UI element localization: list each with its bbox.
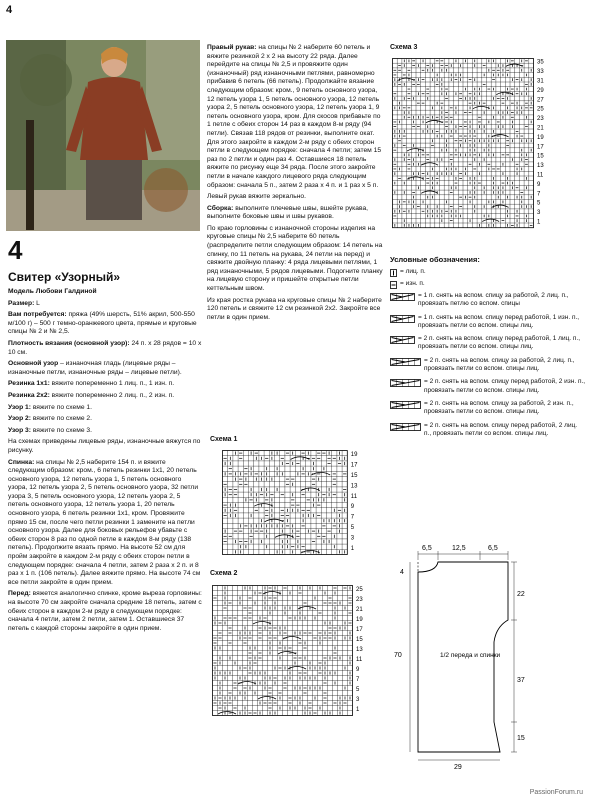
model-photo-illustration [6,40,200,231]
instruction-heading: Сборка: [207,204,234,212]
instruction-text: вяжите по схеме 1. [30,403,92,411]
pattern-dimension: 6,5 [422,545,432,552]
instruction-paragraph [8,438,202,455]
pattern-dimension: 29 [454,764,462,770]
cable-2-2-back-symbol [390,358,421,366]
scheme-3-label: Схема 3 [390,44,418,51]
instruction-text: Из края ростка рукава на круговые спицы № 2 наберите 120 петель и свяжите 12 см резинкой 2х2. Закройте все петли в один прием. [207,296,382,321]
instruction-heading: Вам потребуется: [8,311,67,319]
instruction-heading: Узор 1: [8,403,31,411]
legend-item [390,280,586,289]
instructions-column-2 [207,44,383,325]
instructions-text [8,288,202,633]
row-number: 3 [356,697,360,703]
instruction-text: L [34,299,40,307]
instruction-paragraph [8,392,202,401]
scheme-cells [393,59,534,228]
instruction-heading: Резинка 2х2: [8,391,50,399]
scheme-1-label: Схема 1 [210,436,238,443]
instruction-paragraph [8,415,202,424]
scheme-2-label: Схема 2 [210,570,238,577]
instruction-heading: Спинка: [8,458,35,466]
cable-2-2-back-purl-symbol [390,401,421,409]
instruction-text: вяжите по схеме 2. [30,415,92,423]
scheme-2-chart [212,585,377,725]
row-number: 17 [537,144,544,151]
row-number: 1 [356,707,360,713]
garment-pattern [390,540,580,775]
row-number: 23 [356,597,363,603]
row-number: 5 [350,525,355,531]
footer-watermark: PassionForum.ru [529,789,583,796]
scheme-cells [223,451,348,555]
scheme-3-grid [392,58,552,238]
scheme-1-chart [222,450,362,565]
instruction-heading: Перед: [8,590,31,598]
cable-1-2-back-symbol [390,293,415,301]
legend-item [390,400,586,417]
row-number: 13 [356,647,363,653]
scheme-2-grid [212,585,377,720]
garment-pattern-drawing [390,540,580,770]
pattern-number: 4 [8,235,23,265]
instruction-paragraph [207,44,383,190]
legend-item [390,422,586,439]
instruction-paragraph [8,288,202,297]
row-number: 7 [356,677,360,683]
pattern-dimension: 4 [400,569,404,576]
legend-item [390,335,586,352]
instruction-heading: Правый рукав: [207,44,257,51]
cable-1-2-front-symbol [390,336,415,344]
instruction-text: – изнаночная гладь (лицевые ряды – изнаночные петли, изнаночные ряды – лицевые петли). [8,360,182,376]
row-number: 7 [350,514,355,521]
model-photo [6,40,200,231]
pattern-dimension: 12,5 [452,545,466,552]
pattern-dimension: 37 [517,677,525,684]
row-number: 7 [537,191,541,198]
legend-items [390,268,586,438]
instruction-text: выполните плечевые швы, вшейте рукава, выполните боковые швы и швы рукавов. [207,204,369,221]
instruction-text: на спицы № 2 наберите 60 петель и вяжите резинкой 2 х 2 на высоту 22 ряда. Далее перейдите на спицы № 2,5 и провяжите один (изнаночный) ряд изнаночными петлями, равномерно прибавив 6 петель (66 петель). Продолжайте вязание следующим образом: кром., 9 петель основного узора, 12 петель узора 1, 5 петель основного узора, 12 петель узора 2, 5 петель основного узора, 12 петель узора 1, 9 петель основного узора, кром. Для скосов прибавьте по 1 петле с обеих сторон 14 раз в каждом 8-м ряду (94 петли). Связав 118 рядов от резинки, выполните окат. Для этого закройте в каждом 2-м ряду с обеих сторон петли в следующем порядке: сначала 4 петли; затем 15 раз по 2 петли и один раз 4. Оставшиеся 18 петель вяжите по рисунку еще 34 ряда. После этого закройте петли в начале каждого лицевого ряда следующим образом: сначала 5 п., затем 2 раза х 4 п. и 1 раз х 5 п. [207,44,382,189]
row-number: 9 [356,667,360,673]
row-number: 19 [356,617,363,623]
row-numbers [351,452,358,552]
row-number: 11 [356,657,363,663]
instruction-paragraph [8,380,202,389]
pattern-label: 1/2 переда и спинки [440,652,501,659]
instruction-paragraph [8,340,202,357]
article-title: Свитер «Узорный» [8,270,121,284]
instruction-paragraph [8,459,202,588]
row-number: 1 [350,545,355,552]
instruction-text: вяжите попеременно 2 лиц. п., 2 изн. п. [49,391,175,399]
legend [390,255,586,443]
legend-text: = 1 п. снять на вспом. спицу перед работой, 1 изн. п., провязать петли со вспом. спицы лиц. [418,313,580,329]
row-number: 21 [356,607,363,613]
cable-2-2-front-purl-symbol [390,379,421,387]
instruction-paragraph [207,205,383,222]
instruction-text: На схемах приведены лицевые ряды, изнаночные вяжутся по рисунку. [8,438,201,454]
instruction-paragraph [8,311,202,337]
legend-item [390,378,586,395]
pattern-dimension: 22 [517,591,525,598]
row-number: 21 [537,125,544,132]
instruction-heading: Модель Любови Галдиной [8,288,97,295]
legend-text: = 2 п. снять на вспом. спицу за работой, 2 лиц. п., провязать петли со вспом. спицы лиц. [424,356,575,373]
row-number: 19 [537,134,544,141]
legend-item [390,314,586,331]
row-number: 1 [537,219,541,226]
row-number: 17 [356,627,363,633]
scheme-3-chart [392,58,552,243]
row-number: 31 [537,78,544,85]
row-number: 13 [537,163,544,170]
row-number: 9 [537,181,541,188]
instructions-column-1 [8,270,202,636]
instruction-paragraph [207,193,383,202]
instruction-heading: Плотность вязания (основной узор): [8,339,130,347]
legend-item [390,292,586,309]
pattern-dimension: 70 [394,652,402,659]
legend-text: = 2 п. снять на вспом. спицу перед работой, 1 лиц. п., провязать петли со вспом. спицы лиц. [418,335,581,351]
instruction-paragraph [8,300,202,309]
row-number: 3 [537,210,541,217]
legend-text: = 2 п. снять на вспом. спицу за работой, 2 изн. п., провязать петли со вспом. спицы лиц. [424,399,574,416]
legend-text: = 2 п. снять на вспом. спицу перед работой, 2 изн. п., провязать петли со вспом. спицы лиц. [424,378,586,394]
instruction-paragraph [8,404,202,413]
legend-item [390,268,586,277]
instruction-text: на спицы № 2,5 наберите 154 п. и вяжите следующим образом: кром., 6 петель резинки 1х1, 20 петель основного узора, 12 петель узора 1, 5 петель основного узора, 12 петель узора 2, 5 петель основного узора, 32 петли узора 3, 5 петель основного узора, 12 петель узора 2, 5 петель основного узора, 12 петель узора 1, 20 петель основного узора, 6 петель резинки 1х1, кром. Провяжите прямо 15 см, после чего петли резинки 1 замените на петли основного узора. Далее для боковых рельефов убавьте с обеих сторон 8 раз по одной петле в каждом 8-м ряду (138 петель). Продолжите вязать прямо. На высоте 52 см для пройм закройте в каждом 2-м ряду с обеих сторон петли в следующем порядке: сначала 4 петли, затем 2 раза х 2 п. и 8 раз х 1 п. (106 петель). Далее вяжите прямо. На высоте 74 см все петли закройте в один прием. [8,458,201,586]
row-number: 5 [356,687,360,693]
pattern-dimension: 6,5 [488,545,498,552]
instruction-paragraph [8,360,202,377]
legend-text: = 1 п. снять на вспом. спицу за работой, 2 лиц. п., провязать петлю со вспом. спицы [418,292,569,308]
instruction-heading: Размер: [8,299,35,307]
legend-text: = 2 п. снять на вспом. спицу перед работой, 2 лиц. п., провязать петли со вспом. спицы лиц. [424,421,578,437]
instruction-paragraph [8,590,202,633]
row-number: 27 [537,97,544,104]
purl-symbol [390,281,397,289]
row-number: 15 [537,153,544,160]
scheme-cells [213,586,353,716]
row-number: 11 [537,172,544,179]
knit-symbol [390,269,397,277]
row-number: 11 [350,493,358,500]
instruction-heading: Узор 2: [8,415,31,423]
cable-2-2-front-symbol [390,423,421,431]
instruction-paragraph [207,297,383,323]
row-number: 35 [537,59,544,66]
instruction-text: По краю горловины с изнаночной стороны изделия на круговые спицы № 2,5 наберите 60 петель (распределите петли следующим образом: 14 петель на спинку, по 11 петель на рукава, 24 петли на перед) и свяжите двойную планку: 4 ряда лицевыми петлями, 1 ряд изнаночными, 5 рядов лицевыми. Подогните планку на лицевую сторону и пришейте открытые петли кеттельным швом. [207,224,383,293]
instruction-heading: Основной узор [8,360,59,368]
row-number: 5 [537,200,541,207]
instruction-text: пряжа (49% шерсть, 51% акрил, 500-550 м/100 г) – 500 г темно-оранжевого цвета, прямые и круговые спицы № 2 и № 2,5. [8,311,197,336]
legend-item [390,357,586,374]
row-number: 25 [356,587,363,593]
row-number: 33 [537,69,544,76]
instruction-heading: Узор 3: [8,426,31,434]
instruction-text: вяжется аналогично спинке, кроме выреза горловины: на высоте 70 см закройте сначала средние 18 петель, затем с обеих сторон в каждом 2-м ряду в следующем порядке: сначала 4 петли, затем 2 петли, затем 1. Оставшиеся 37 петель с каждой стороны закройте в один прием. [8,590,202,632]
instruction-text: Левый рукав вяжите зеркально. [207,193,307,201]
cable-1-1-front-symbol [390,315,415,323]
instruction-paragraph [8,427,202,436]
legend-title: Условные обозначения: [390,255,480,264]
instruction-text: 24 п. х 28 рядов = 10 х 10 см. [8,339,202,356]
pattern-dimension: 15 [517,735,525,742]
row-numbers [356,587,363,713]
row-number: 17 [350,462,358,469]
row-number: 29 [537,87,544,94]
page-number: 4 [6,4,13,16]
instruction-paragraph [207,225,383,294]
legend-text: = лиц. п. [400,268,426,275]
row-number: 25 [537,106,544,113]
legend-text: = изн. п. [400,280,425,287]
row-number: 13 [350,483,358,490]
row-number: 3 [350,535,355,542]
row-numbers [537,60,544,226]
instruction-heading: Резинка 1х1: [8,380,50,388]
row-number: 19 [350,452,358,459]
scheme-1-grid [222,450,362,560]
instruction-text: вяжите по схеме 3. [30,426,92,434]
row-number: 15 [356,637,363,643]
instruction-text: вяжите попеременно 1 лиц. п., 1 изн. п. [49,380,175,388]
row-number: 15 [350,473,358,479]
row-number: 9 [350,504,355,511]
row-number: 23 [537,116,544,123]
